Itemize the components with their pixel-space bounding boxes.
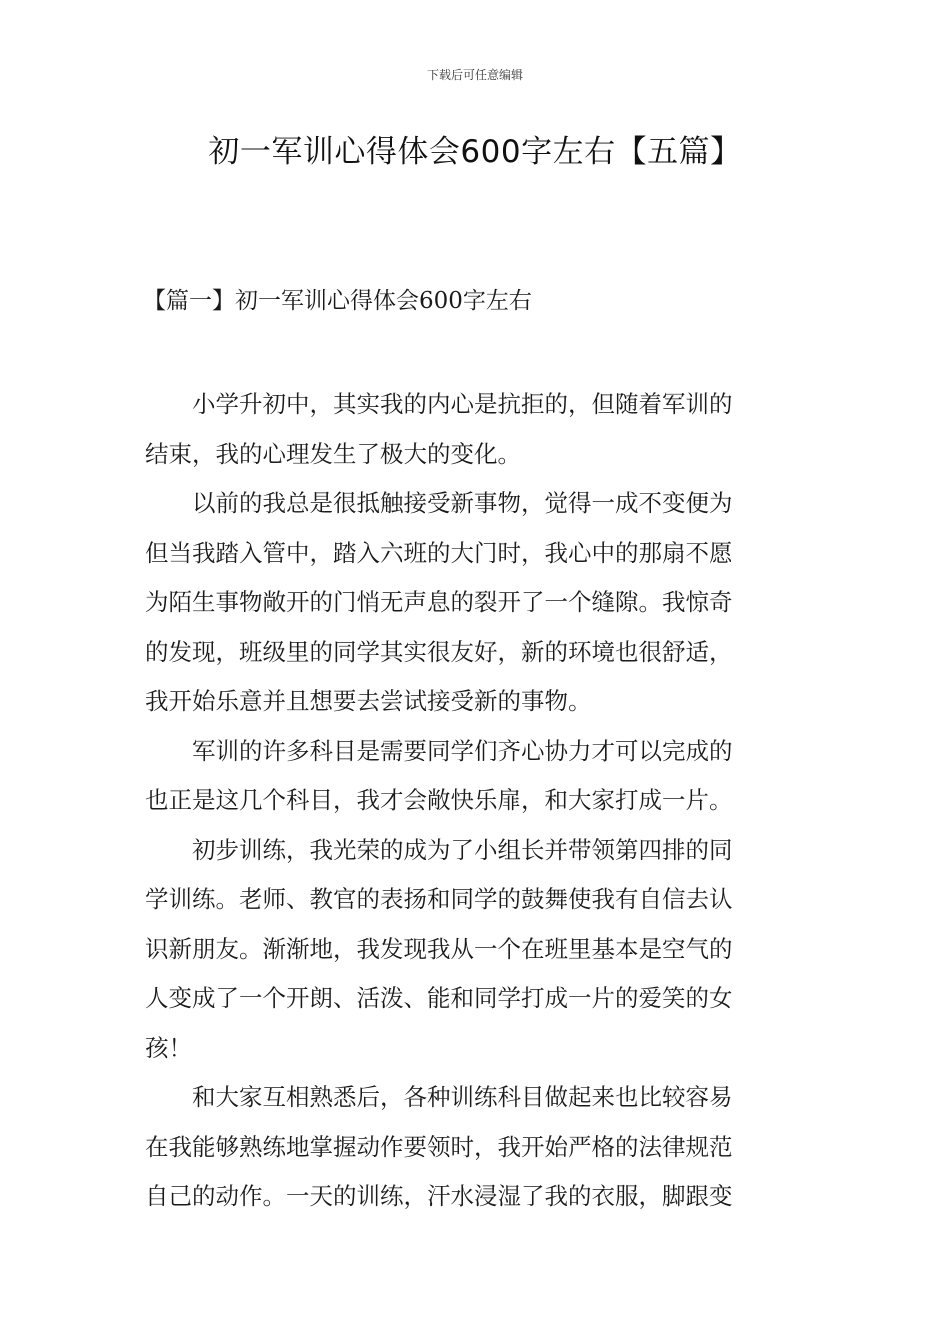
header-note: 下载后可任意编辑 (426, 68, 523, 82)
paragraph (145, 1073, 807, 1222)
paragraph-line: 为陌生事物敞开的门悄无声息的裂开了一个缝隙。我惊奇 (145, 588, 733, 616)
paragraph (145, 826, 807, 1074)
section-heading: 【篇一】初一军训心得体会600字左右 (143, 288, 532, 314)
paragraph (145, 479, 807, 727)
paragraph-line: 识新朋友。渐渐地，我发现我从一个在班里基本是空气的 (145, 934, 733, 963)
paragraph-line: 在我能够熟练地掌握动作要领时，我开始严格的法律规范 (145, 1132, 733, 1161)
paragraph (145, 727, 807, 826)
paragraph-line: 但当我踏入管中，踏入六班的大门时，我心中的那扇不愿 (145, 538, 733, 567)
paragraph-line: 我开始乐意并且想要去尝试接受新的事物。 (145, 687, 592, 715)
paragraph-line: 也正是这几个科目，我才会敞快乐扉，和大家打成一片。 (145, 786, 733, 814)
paragraph-line: 学训练。老师、教官的表扬和同学的鼓舞使我有自信去认 (145, 885, 733, 913)
paragraph-line: 自己的动作。一天的训练，汗水浸湿了我的衣服，脚跟变 (145, 1182, 733, 1210)
paragraph-line: 的发现，班级里的同学其实很友好，新的环境也很舒适， (145, 637, 733, 666)
document-title: 初一军训心得体会600字左右【五篇】 (208, 134, 742, 170)
paragraph-line: 以前的我总是很抵触接受新事物，觉得一成不变便为 (192, 489, 733, 517)
paragraph (145, 380, 807, 479)
paragraph-line: 人变成了一个开朗、活泼、能和同学打成一片的爱笑的女 (145, 984, 733, 1012)
document-body (145, 380, 807, 1222)
paragraph-line: 小学升初中，其实我的内心是抗拒的，但随着军训的 (192, 390, 733, 418)
paragraph-line: 孩！ (145, 1033, 192, 1062)
paragraph-line: 结束，我的心理发生了极大的变化。 (145, 439, 521, 468)
paragraph-line: 军训的许多科目是需要同学们齐心协力才可以完成的 (192, 736, 733, 765)
paragraph-line: 初步训练，我光荣的成为了小组长并带领第四排的同 (192, 835, 733, 864)
paragraph-line: 和大家互相熟悉后，各种训练科目做起来也比较容易 (192, 1083, 733, 1111)
